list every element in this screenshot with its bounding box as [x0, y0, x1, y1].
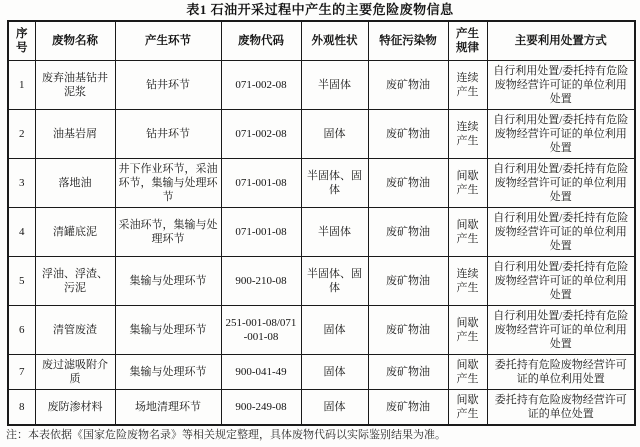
cell-r5-c3: 集输与处理环节 [115, 257, 221, 306]
table-body [8, 61, 635, 426]
header-cell-1: 废物名称 [35, 21, 115, 61]
header-cell-7: 主要利用处置方式 [487, 21, 635, 61]
cell-r7-c8: 委托持有危险废物经营许可证的单位利用处置 [487, 355, 635, 390]
cell-r8-c3: 场地清理环节 [115, 390, 221, 426]
header-cell-5: 特征污染物 [368, 21, 448, 61]
cell-r2-c8: 自行利用处置/委托持有危险废物经营许可证的单位利用处置 [487, 110, 635, 159]
cell-r6-c3: 集输与处理环节 [115, 306, 221, 355]
cell-r5-c5: 半固体、固体 [301, 257, 368, 306]
header-cell-2: 产生环节 [115, 21, 221, 61]
cell-r6-c5: 固体 [301, 306, 368, 355]
waste-table [7, 20, 636, 426]
cell-r8-c4: 900-249-08 [221, 390, 301, 426]
cell-r4-c7: 间歇产生 [448, 208, 487, 257]
cell-r4-c8: 自行利用处置/委托持有危险废物经营许可证的单位利用处置 [487, 208, 635, 257]
header-cell-0: 序号 [8, 21, 35, 61]
cell-r4-c1: 4 [8, 208, 35, 257]
cell-r2-c7: 连续产生 [448, 110, 487, 159]
cell-r1-c4: 071-002-08 [221, 61, 301, 110]
header-cell-4: 外观性状 [301, 21, 368, 61]
cell-r6-c4: 251-001-08/071-001-08 [221, 306, 301, 355]
table-header [8, 21, 635, 61]
cell-r7-c4: 900-041-49 [221, 355, 301, 390]
cell-r5-c7: 连续产生 [448, 257, 487, 306]
header-row [8, 21, 635, 61]
cell-r8-c1: 8 [8, 390, 35, 426]
cell-r2-c3: 钻井环节 [115, 110, 221, 159]
cell-r3-c6: 废矿物油 [368, 159, 448, 208]
cell-r6-c2: 清管废渣 [35, 306, 115, 355]
cell-r3-c8: 自行利用处置/委托持有危险废物经营许可证的单位利用处置 [487, 159, 635, 208]
cell-r7-c7: 间歇产生 [448, 355, 487, 390]
cell-r2-c1: 2 [8, 110, 35, 159]
cell-r2-c4: 071-002-08 [221, 110, 301, 159]
cell-r4-c2: 清罐底泥 [35, 208, 115, 257]
cell-r2-c5: 固体 [301, 110, 368, 159]
footnote-clipped-text: 注：本表依据《国家危险废物名录》等相关规定整理，具体废物代码以实际鉴别结果为准。 [6, 429, 446, 441]
table-row-1 [8, 61, 635, 110]
cell-r8-c5: 固体 [301, 390, 368, 426]
cell-r1-c8: 自行利用处置/委托持有危险废物经营许可证的单位利用处置 [487, 61, 635, 110]
cell-r5-c8: 自行利用处置/委托持有危险废物经营许可证的单位利用处置 [487, 257, 635, 306]
cell-r5-c2: 浮油、浮渣、污泥 [35, 257, 115, 306]
table-row-7 [8, 355, 635, 390]
table-row-5 [8, 257, 635, 306]
cell-r1-c1: 1 [8, 61, 35, 110]
cell-r6-c6: 废矿物油 [368, 306, 448, 355]
cell-r1-c6: 废矿物油 [368, 61, 448, 110]
cell-r8-c8: 委托持有危险废物经营许可证的单位处置 [487, 390, 635, 426]
table-row-4 [8, 208, 635, 257]
cell-r6-c8: 自行利用处置/委托持有危险废物经营许可证的单位利用处置 [487, 306, 635, 355]
cell-r7-c1: 7 [8, 355, 35, 390]
header-cell-6: 产生规律 [448, 21, 487, 61]
cell-r3-c7: 间歇产生 [448, 159, 487, 208]
cell-r3-c1: 3 [8, 159, 35, 208]
cell-r3-c2: 落地油 [35, 159, 115, 208]
cell-r6-c1: 6 [8, 306, 35, 355]
cell-r7-c2: 废过滤吸附介质 [35, 355, 115, 390]
cell-r5-c6: 废矿物油 [368, 257, 448, 306]
cell-r8-c6: 废矿物油 [368, 390, 448, 426]
cell-r7-c5: 固体 [301, 355, 368, 390]
table-row-2 [8, 110, 635, 159]
cell-r3-c5: 半固体、固体 [301, 159, 368, 208]
cell-r8-c2: 废防渗材料 [35, 390, 115, 426]
cell-r6-c7: 间歇产生 [448, 306, 487, 355]
cell-r3-c3: 井下作业环节，采油环节，集输与处理环节 [115, 159, 221, 208]
cell-r4-c6: 废矿物油 [368, 208, 448, 257]
cell-r4-c4: 071-001-08 [221, 208, 301, 257]
cell-r1-c3: 钻井环节 [115, 61, 221, 110]
cell-r7-c6: 废矿物油 [368, 355, 448, 390]
table-row-8 [8, 390, 635, 426]
cell-r1-c7: 连续产生 [448, 61, 487, 110]
cell-r7-c3: 集输与处理环节 [115, 355, 221, 390]
cell-r5-c4: 900-210-08 [221, 257, 301, 306]
cell-r1-c5: 半固体 [301, 61, 368, 110]
cell-r8-c7: 间歇产生 [448, 390, 487, 426]
table-row-6 [8, 306, 635, 355]
cell-r4-c5: 半固体 [301, 208, 368, 257]
cell-r2-c6: 废矿物油 [368, 110, 448, 159]
cell-r4-c3: 采油环节，集输与处理环节 [115, 208, 221, 257]
table-title: 表1 石油开采过程中产生的主要危险废物信息 [186, 2, 454, 17]
cell-r5-c1: 5 [8, 257, 35, 306]
cell-r2-c2: 油基岩屑 [35, 110, 115, 159]
table-row-3 [8, 159, 635, 208]
cell-r1-c2: 废弃油基钻井泥浆 [35, 61, 115, 110]
header-cell-3: 废物代码 [221, 21, 301, 61]
cell-r3-c4: 071-001-08 [221, 159, 301, 208]
